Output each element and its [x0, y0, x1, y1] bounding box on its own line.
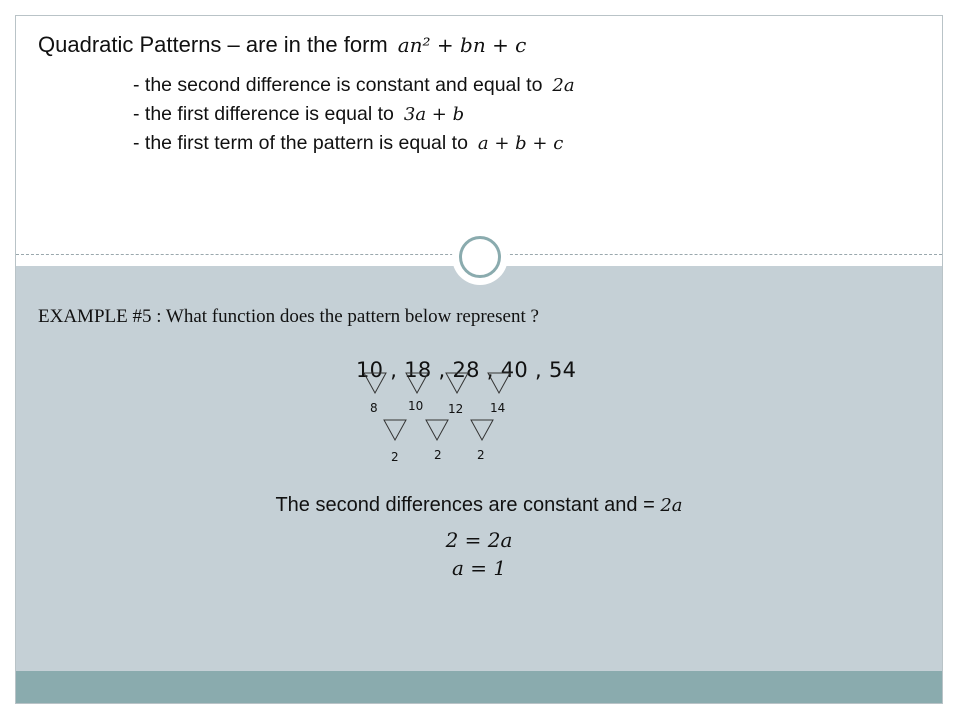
- conclusion-formula: 2a: [660, 495, 683, 516]
- pattern-sequence: 10 , 18 , 28 , 40 , 54: [356, 358, 577, 382]
- bullet-formula: 3a + b: [403, 104, 465, 125]
- first-difference: 12: [448, 402, 464, 416]
- equation-line: 2 = 2a: [445, 528, 513, 552]
- triangle-down-icon: [471, 420, 493, 440]
- conclusion-text: The second differences are constant and =: [275, 494, 655, 516]
- first-difference: 14: [490, 401, 506, 415]
- bullet-formula: 2a: [552, 75, 575, 96]
- second-difference: 2: [434, 448, 442, 462]
- triangle-down-icon: [364, 373, 386, 393]
- triangle-down-icon: [488, 373, 510, 393]
- triangle-down-icon: [426, 420, 448, 440]
- bullet-text: - the first term of the pattern is equal to: [133, 132, 468, 154]
- first-difference: 10: [408, 399, 424, 413]
- conclusion-line: [16, 494, 942, 517]
- second-difference: 2: [477, 448, 485, 462]
- equation-line: a = 1: [451, 556, 507, 580]
- example-prompt: EXAMPLE #5 : What function does the pattern below represent ?: [38, 306, 539, 327]
- bullet-text: - the second difference is constant and equal to: [133, 74, 543, 96]
- bullet-formula: a + b + c: [477, 133, 564, 154]
- triangle-down-icon: [406, 373, 428, 393]
- slide: [15, 15, 943, 704]
- triangle-down-icon: [384, 420, 406, 440]
- difference-triangles: [16, 16, 942, 704]
- bullet-text: - the first difference is equal to: [133, 103, 394, 125]
- title-formula: an² + bn + c: [397, 33, 527, 57]
- second-difference: 2: [391, 450, 399, 464]
- title-text: Quadratic Patterns – are in the form: [38, 32, 388, 57]
- triangle-down-icon: [446, 373, 468, 393]
- first-difference: 8: [370, 401, 378, 415]
